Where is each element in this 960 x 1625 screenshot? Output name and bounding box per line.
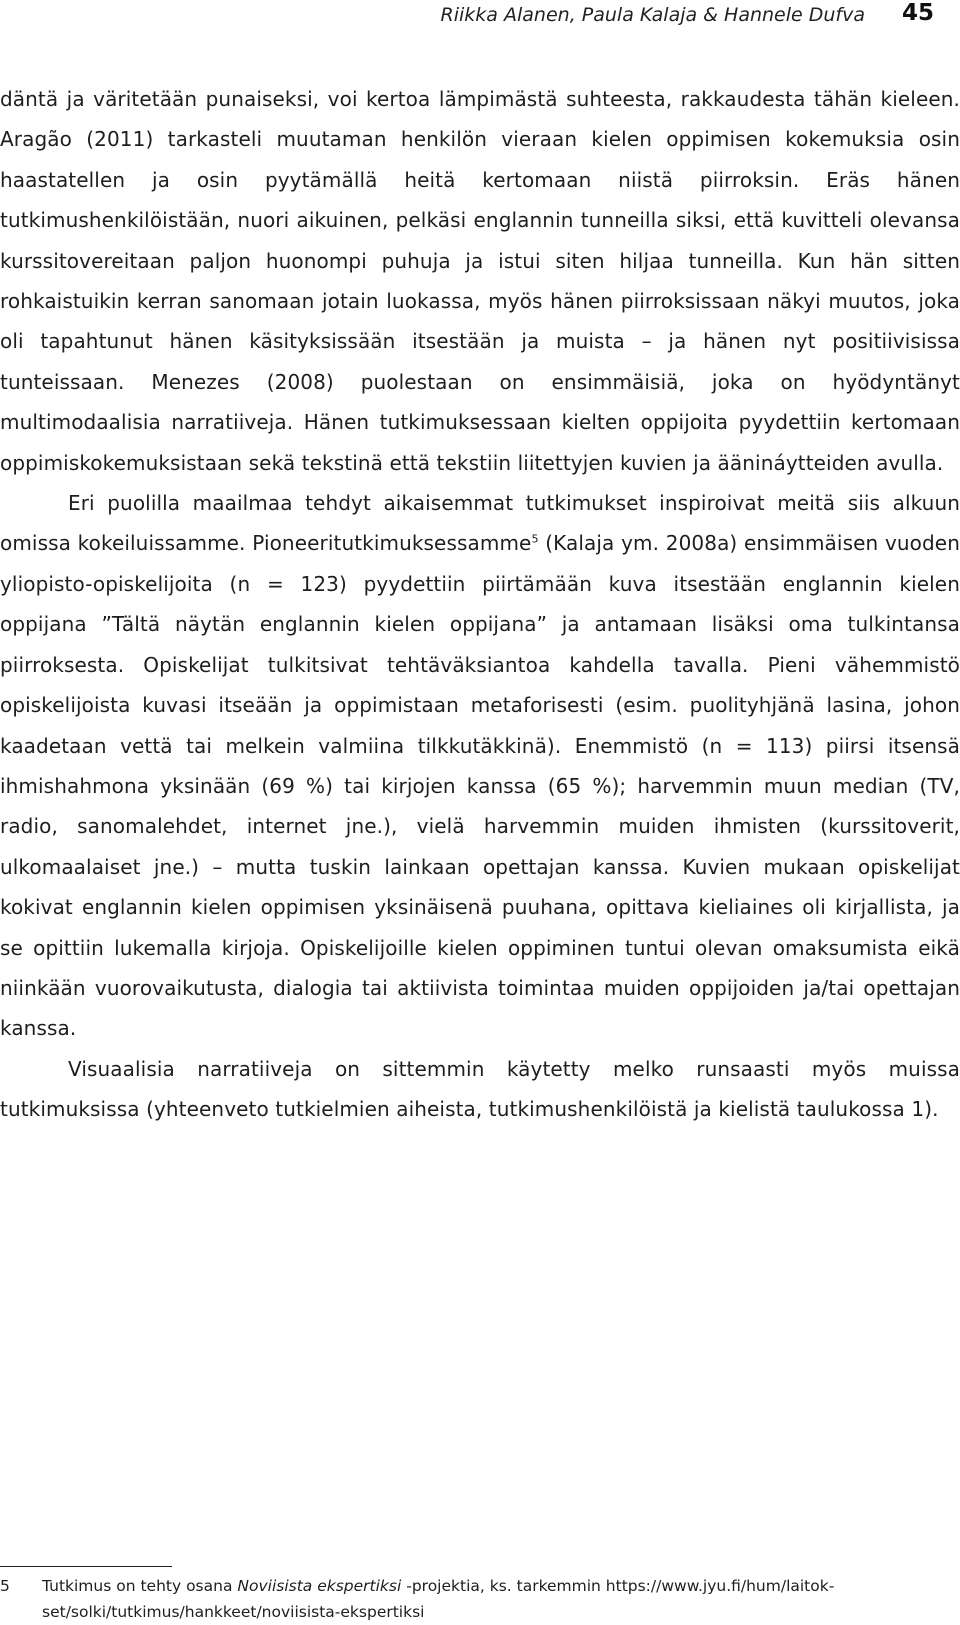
footnote-divider (0, 1566, 172, 1567)
footnote-reference[interactable]: 5 (531, 532, 539, 546)
body-text (0, 79, 960, 1130)
paragraph-2-part-2: (Kalaja ym. 2008a) ensimmäisen vuoden yliopisto-opiskelijoita (n = 123) pyydettiin piirtämään kuva itsestään englannin kielen oppijana ”Tältä näytän englannin kielen oppijana” ja antamaan lisäksi oma tulkintansa piirroksesta. Opiskelijat tulkitsivat tehtäväksiantoa kahdella tavalla. Pieni vähemmistö opiskelijoista kuvasi itseään ja oppimistaan metaforisesti (esim. puolityhjänä lasina, johon kaadetaan vettä tai melkein valmiina tilkkutäkkinä). Enemmistö (n = 113) piirsi itsensä ihmishahmona yksinään (69 %) tai kirjojen kanssa (65 %); harvemmin muun median (TV, radio, sanomalehdet, internet jne.), vielä harvemmin muiden ihmisten (kurssitoverit, ulkomaalaiset jne.) – mutta tuskin lainkaan opettajan kanssa. Kuvien mukaan opiskelijat kokivat englannin kielen oppimisen yksinäisenä puuhana, opittava kieliaines oli kirjallista, ja se opittiin lukemalla kirjoja. Opiskelijoille kielen oppiminen tuntui olevan omaksumista eikä niinkään vuorovaikutusta, dialogia tai aktiivista toimintaa muiden oppijoiden ja/tai opettajan kanssa. (0, 531, 960, 1041)
page-number: 45 (901, 0, 934, 26)
paragraph-2 (0, 483, 960, 1049)
footnote-text-start: Tutkimus on tehty osana (42, 1577, 238, 1595)
footnote (0, 1574, 935, 1625)
running-header (0, 0, 960, 40)
footnote-url-continuation[interactable]: set/solki/tutkimus/hankkeet/noviisista-ekspertiksi (42, 1602, 425, 1621)
footnote-text-url-start[interactable]: -projektia, ks. tarkemmin https://www.jyu.fi/hum/laitok- (401, 1577, 835, 1595)
footnote-line-1 (42, 1574, 935, 1600)
footnote-number: 5 (0, 1577, 10, 1595)
running-header-authors: Riikka Alanen, Paula Kalaja & Hannele Dufva (440, 4, 865, 26)
footnote-project-title: Noviisista ekspertiksi (237, 1577, 402, 1595)
paragraph-1: däntä ja väritetään punaiseksi, voi kertoa lämpimästä suhteesta, rakkaudesta tähän kieleen. Aragão (2011) tarkasteli muutaman henkilön vieraan kielen oppimisen kokemuksia osin haastatellen ja osin pyytämällä heitä kertomaan niistä piirroksin. Eräs hänen tutkimushenkilöistään, nuori aikuinen, pelkäsi englannin tunneilla siksi, että kuvitteli olevansa kurssitovereitaan paljon huonompi puhuja ja istui siten hiljaa tunneilla. Kun hän sitten rohkaistuikin kerran sanomaan jotain luokassa, myös hänen piirroksissaan näkyi muutos, joka oli tapahtunut hänen käsityksissään itsestään ja muista – ja hänen nyt positiivisissa tunteissaan. Menezes (2008) puolestaan on ensimmäisiä, joka on hyödyntänyt multimodaalisia narratiiveja. Hänen tutkimuksessaan kielten oppijoita pyydettiin kertomaan oppimiskokemuksistaan sekä tekstinä että tekstiin liitettyjen kuvien ja äänináytteiden avulla. (0, 87, 960, 475)
paragraph-2-part-1: Eri puolilla maailmaa tehdyt aikaisemmat tutkimukset inspiroivat meitä siis alkuun omissa kokeiluissamme. Pioneeritutkimuksessamme (0, 491, 960, 556)
paragraph-3: Visuaalisia narratiiveja on sittemmin käytetty melko runsaasti myös muissa tutkimuksissa (yhteenveto tutkielmien aiheista, tutkimushenkilöistä ja kielistä taulukossa 1). (0, 1056, 960, 1122)
